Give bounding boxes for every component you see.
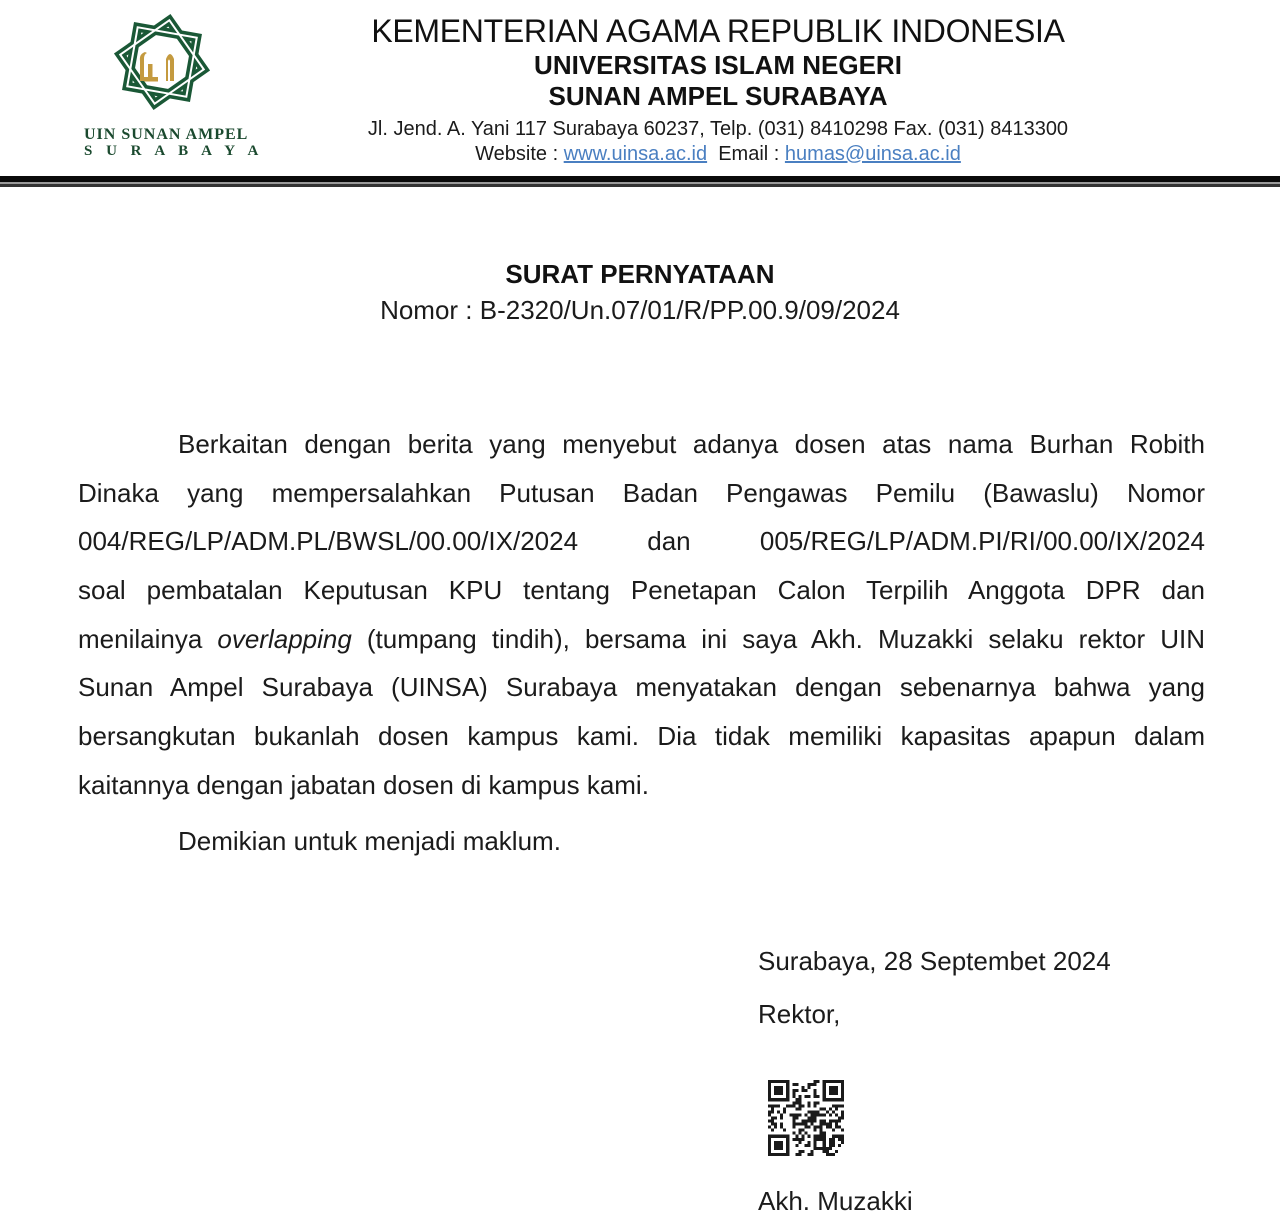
uinsa-emblem-icon (104, 2, 220, 126)
body-line: bersangkutan bukanlah dosen kampus kami. Dia tidak memiliki kapasitas apapun dalam (78, 721, 1205, 752)
document-number: Nomor : B-2320/Un.07/01/R/PP.00.9/09/2024 (380, 295, 900, 325)
body-paragraph-1 (78, 420, 1205, 810)
ministry-name: KEMENTERIAN AGAMA REPUBLIK INDONESIA (371, 13, 1065, 49)
gold-calligraphy-mark (140, 52, 174, 82)
signature-place-date: Surabaya, 28 Septembet 2024 (758, 946, 1111, 976)
body-line: Sunan Ampel Surabaya (UINSA) Surabaya menyatakan dengan sebenarnya bahwa yang (78, 672, 1205, 703)
italic-term: overlapping (217, 623, 352, 654)
body-line: soal pembatalan Keputusan KPU tentang Penetapan Calon Terpilih Anggota DPR dan (78, 575, 1205, 606)
body-line: kaitannya dengan jabatan dosen di kampus kami. (78, 769, 649, 800)
university-name-line2: SUNAN AMPEL SURABAYA (548, 81, 888, 111)
signature-name: Akh. Muzakki (758, 1186, 913, 1216)
body-line: menilainya overlapping (tumpang tindih), bersama ini saya Akh. Muzakki selaku rektor UIN (78, 623, 1205, 654)
email-link[interactable]: humas@uinsa.ac.id (784, 143, 961, 165)
contact-line (338, 142, 1098, 167)
university-logo (84, 2, 264, 160)
body-line: Dinaka yang mempersalahkan Putusan Badan Pengawas Pemilu (Bawaslu) Nomor (78, 477, 1205, 508)
email-label: Email : (718, 143, 780, 165)
body-line: 004/REG/LP/ADM.PL/BWSL/00.00/IX/2024 dan 005/REG/LP/ADM.PI/RI/00.00/IX/2024 (78, 526, 1205, 557)
website-link[interactable]: www.uinsa.ac.id (563, 143, 708, 165)
document-title: SURAT PERNYATAAN (505, 259, 775, 289)
logo-org-city: S U R A B A Y A (84, 143, 264, 159)
logo-org-name: UIN SUNAN AMPEL (84, 126, 249, 143)
letterhead-text (338, 12, 1098, 167)
university-name-line1: UNIVERSITAS ISLAM NEGERI (534, 50, 902, 80)
address-line: Jl. Jend. A. Yani 117 Surabaya 60237, Telp. (031) 8410298 Fax. (031) 8413300 (367, 118, 1069, 140)
body-line: Berkaitan dengan berita yang menyebut adanya dosen atas nama Burhan Robith (178, 429, 1205, 459)
letterhead-divider (0, 176, 1280, 187)
signature-block (758, 935, 1218, 1220)
website-label: Website : (475, 143, 559, 165)
signature-qr-code (768, 1080, 844, 1156)
document-title-block (0, 256, 1280, 328)
body-paragraph-2: Demikian untuk menjadi maklum. (178, 826, 561, 856)
signature-role: Rektor, (758, 999, 841, 1029)
